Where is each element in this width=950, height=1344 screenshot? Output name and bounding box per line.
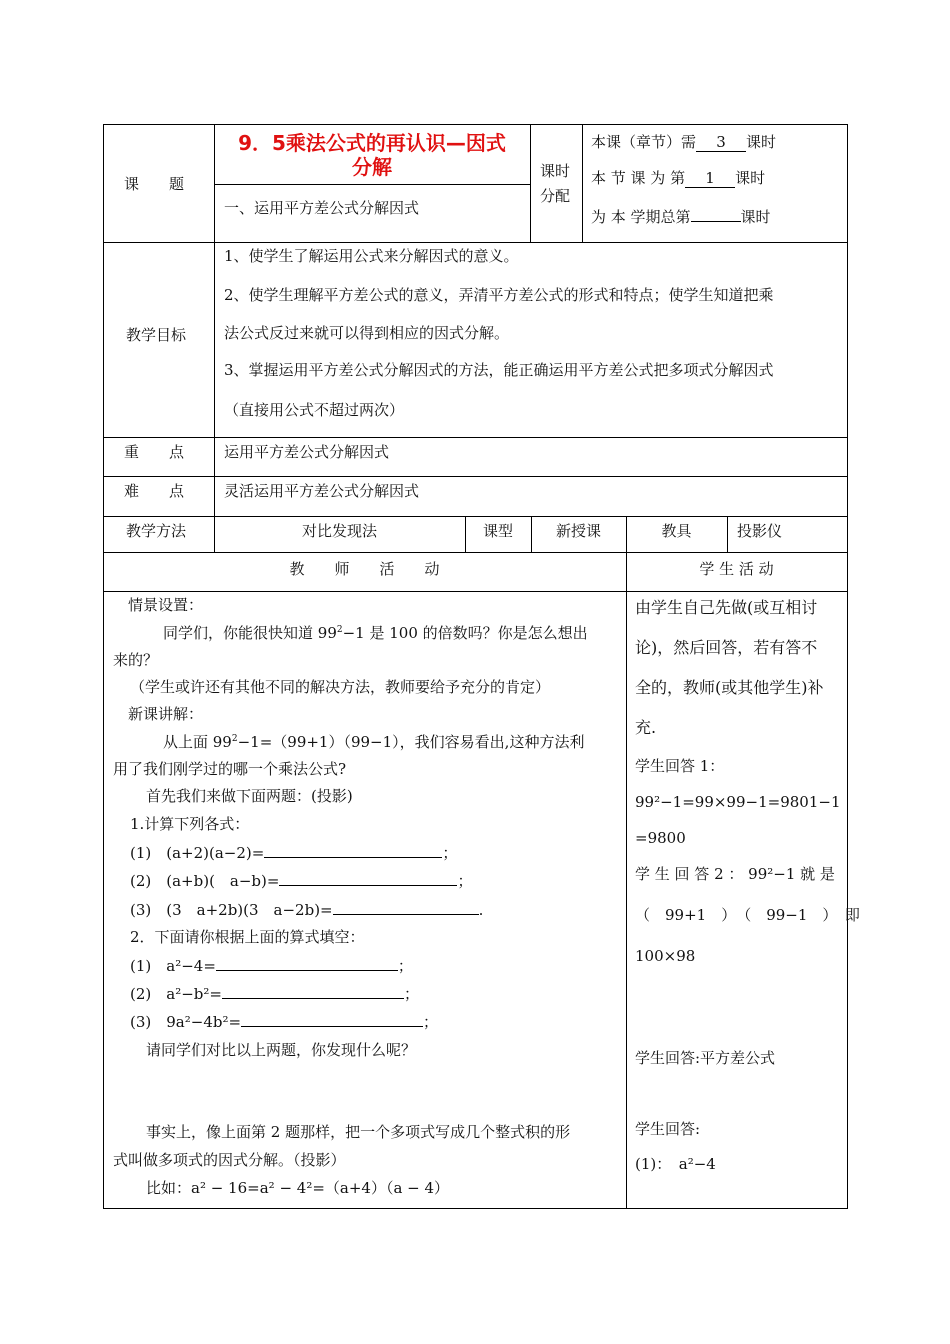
exercise-2-2-text: (2) a²−b²=: [130, 985, 222, 1003]
hours-3-prefix: 为 本 学期总第: [591, 208, 691, 226]
student-line-8: 学 生 回 答 2 ： 99²−1 就 是: [635, 865, 835, 883]
exercise-1-3-text: (3) (3 a+2b)(3 a−2b)=: [130, 901, 333, 919]
method-label: 教学方法: [126, 522, 187, 540]
student-line-13: (1)： a²−4: [635, 1155, 716, 1173]
hours-line-1: [591, 133, 776, 152]
teacher-line-18: 事实上，像上面第 2 题那样，把一个多项式写成几个整式积的形: [146, 1123, 571, 1141]
student-line-3: 全的，教师(或其他学生)补: [635, 678, 824, 697]
teacher-line-20: 比如：a² − 16=a² − 4²=（a+4）（a − 4）: [146, 1179, 450, 1197]
hours-1-suffix: 课时: [746, 133, 777, 151]
teacher-line-8: 首先我们来做下面两题：(投影): [146, 787, 353, 805]
exercise-1-3: [130, 900, 483, 919]
teaching-tool-label: 教具: [661, 522, 692, 540]
method-value: 对比发现法: [301, 522, 377, 540]
course-label: 课 题: [124, 175, 185, 193]
exercise-1-2-text: (2) (a+b)( a−b)=: [130, 872, 280, 890]
hours-3-value: [691, 205, 741, 222]
exercise-1-2: [130, 871, 472, 890]
goal-2-line-1: 2、使学生理解平方差公式的意义，弄清平方差公式的形式和特点；使学生知道把乘: [224, 286, 774, 304]
line6-part-b: −1=（99+1）（99−1），我们容易看出,这种方法利: [237, 733, 585, 751]
teacher-line-scenario: 情景设置：: [128, 596, 204, 614]
teacher-line-9: 1.计算下列各式：: [130, 815, 250, 833]
difficulty-value: 灵活运用平方差公式分解因式: [224, 482, 420, 500]
lesson-title-line2: 分解: [352, 155, 392, 179]
square-sup: 2: [231, 734, 238, 744]
teacher-line-4: （学生或许还有其他不同的解决方法，教师要给予充分的肯定）: [130, 678, 551, 696]
goal-3-line-1: 3、掌握运用平方差公式分解因式的方法，能正确运用平方差公式把多项式分解因式: [224, 361, 774, 379]
hours-2-prefix: 本 节 课 为 第: [591, 169, 686, 187]
answer-blank[interactable]: [216, 956, 398, 971]
exercise-1-1: [130, 843, 457, 862]
student-line-10: 100×98: [635, 947, 696, 965]
semicolon: ；: [397, 957, 413, 975]
answer-blank[interactable]: [333, 900, 479, 915]
lesson-subtitle: 一、运用平方差公式分解因式: [224, 199, 420, 217]
exercise-2-2: [130, 984, 419, 1003]
teacher-line-new-lesson: 新课讲解：: [128, 705, 204, 723]
exercise-2-1: [130, 956, 413, 975]
teacher-activity-header: 教 师 活 动: [289, 560, 440, 578]
student-line-6: 99²−1=99×99−1=9801−1: [635, 793, 841, 811]
student-line-9: （ 99+1 ） （ 99−1 ） 即: [635, 906, 860, 924]
goal-1: 1、使学生了解运用公式来分解因式的意义。: [224, 247, 519, 265]
semicolon: ；: [423, 1013, 439, 1031]
key-label: 重 点: [124, 443, 185, 461]
semicolon: ；: [403, 985, 419, 1003]
hours-3-suffix: 课时: [740, 208, 771, 226]
exercise-1-1-text: (1) (a+2)(a−2)=: [130, 844, 265, 862]
teacher-line-question: [163, 624, 588, 642]
lesson-type-value: 新授课: [555, 522, 601, 540]
student-line-11: 学生回答:平方差公式: [635, 1049, 776, 1067]
teacher-line-6: [163, 733, 584, 751]
exercise-2-3-text: (3) 9a²−4b²=: [130, 1013, 242, 1031]
student-line-5: 学生回答 1：: [635, 757, 725, 775]
teacher-line-19: 式叫做多项式的因式分解。（投影）: [113, 1151, 346, 1169]
teacher-line-3: 来的？: [113, 651, 159, 669]
goal-2-line-2: 法公式反过来就可以得到相应的因式分解。: [224, 324, 510, 342]
hours-1-value: 3: [696, 133, 746, 152]
student-line-2: 论)，然后回答，若有答不: [635, 638, 818, 657]
goal-3-line-2: （直接用公式不超过两次）: [224, 401, 405, 419]
student-line-4: 充.: [635, 718, 657, 737]
semicolon: ；: [457, 872, 473, 890]
teacher-line-17: 请同学们对比以上两题，你发现什么呢？: [146, 1041, 417, 1059]
teaching-tool-value: 投影仪: [737, 522, 783, 540]
square-sup: 2: [336, 625, 343, 635]
answer-blank[interactable]: [279, 871, 457, 886]
teacher-line-7: 用了我们刚学过的哪一个乘法公式?: [113, 760, 347, 778]
semicolon: ；: [442, 844, 458, 862]
teacher-line-13: 2．下面请你根据上面的算式填空：: [130, 928, 365, 946]
student-line-1: 由学生自己先做(或互相讨: [635, 598, 818, 617]
exercise-2-3: [130, 1012, 438, 1031]
alloc-label-1: 课时: [540, 162, 571, 180]
hours-1-prefix: 本课（章节）需: [591, 133, 697, 151]
answer-blank[interactable]: [264, 843, 442, 858]
student-line-7: =9800: [635, 829, 686, 847]
hours-2-suffix: 课时: [735, 169, 766, 187]
lesson-type-label: 课型: [482, 522, 513, 540]
alloc-label-2: 分配: [540, 187, 571, 205]
difficulty-label: 难 点: [124, 482, 185, 500]
student-line-12: 学生回答:: [635, 1120, 701, 1138]
exercise-2-1-text: (1) a²−4=: [130, 957, 216, 975]
question-part-b: −1 是 100 的倍数吗？你是怎么想出: [342, 624, 588, 642]
line6-part-a: 从上面 99: [163, 733, 232, 751]
period: .: [478, 901, 484, 919]
key-value: 运用平方差公式分解因式: [224, 443, 390, 461]
answer-blank[interactable]: [241, 1012, 423, 1027]
hours-line-2: [591, 169, 765, 188]
lesson-title-line1: 9．5乘法公式的再认识—因式: [238, 131, 506, 155]
question-part-a: 同学们，你能很快知道 99: [163, 624, 337, 642]
answer-blank[interactable]: [222, 984, 404, 999]
hours-2-value: 1: [685, 169, 735, 188]
goals-label: 教学目标: [126, 326, 187, 344]
hours-line-3: [591, 205, 771, 226]
student-activity-header: 学 生 活 动: [699, 560, 774, 578]
